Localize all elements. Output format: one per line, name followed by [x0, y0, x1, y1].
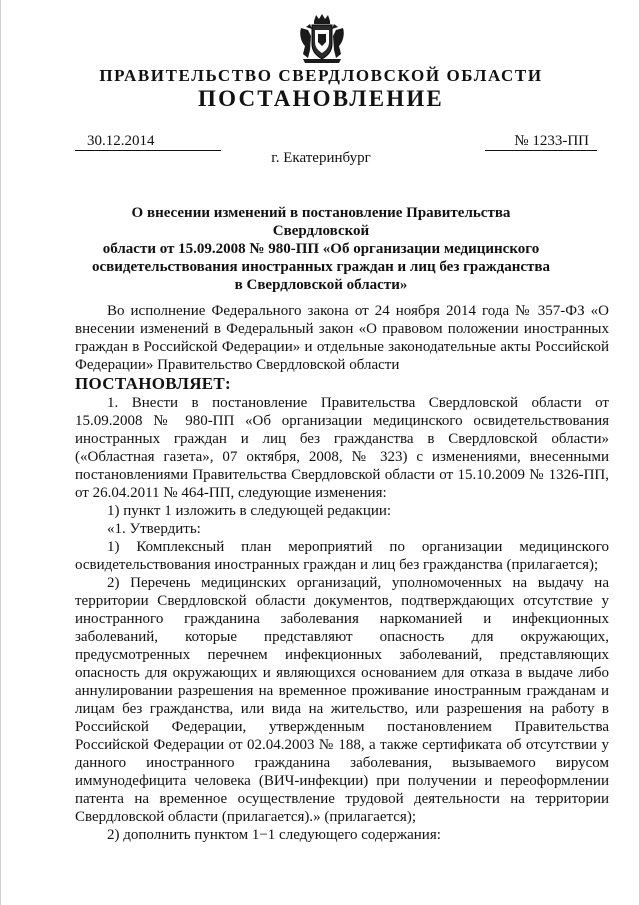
decree-body — [75, 302, 609, 844]
body-paragraph: 1) Комплексный план мероприятий по организации медицинского освидетельствования иностранных граждан и лиц без гражданства (прилагается); — [75, 539, 609, 573]
resolves-heading: ПОСТАНОВЛЯЕТ: — [75, 374, 232, 393]
body-paragraph: «1. Утвердить: — [107, 521, 201, 537]
body-paragraph: 2) Перечень медицинских организаций, уполномоченных на выдачу на территории Свердловской области документов, подтверждающих отсутствие у иностранного гражданина заболевания наркоманией и инфекционных заболеваний, которые представляют опасность для окружающих, предусмотренных перечнем инфекционных заболеваний, представляющих опасность для окружающих и являющихся основанием для отказа в выдаче либо аннулировании разрешения на временное проживание иностранным гражданам и лицам без гражданства, или вида на жительство, или разрешения на работу в Российской Федерации, утвержденным постановлением Правительства Российской Федерации от 02.04.2003 № 188, а также сертификата об отсутствии у данного иностранного гражданина заболевания, вызываемого вирусом иммунодефицита человека (ВИЧ-инфекции) при получении и переоформлении патента на временное осуществление трудовой деятельности на территории Свердловской области (прилагается).» (прилагается); — [75, 575, 609, 825]
body-paragraph: 1. Внести в постановление Правительства Свердловской области от 15.09.2008 № 980-ПП «Об организации медицинского освидетельствования иностранных граждан и лиц без гражданства в Свердловской области» («Областная газета», 07 октября, 2008, № 323) с изменениями, внесенными постановлениями Правительства Свердловской области от 15.10.2009 № 1326-ПП, от 26.04.2011 № 464-ПП, следующие изменения: — [75, 395, 609, 501]
body-paragraph: 2) дополнить пунктом 1−1 следующего содержания: — [107, 827, 441, 843]
title-line: О внесении изменений в постановление Правительства Свердловской — [131, 205, 511, 239]
decree-date: 30.12.2014 — [75, 132, 221, 151]
body-paragraph: 1) пункт 1 изложить в следующей редакции: — [107, 503, 392, 519]
decree-title — [87, 204, 555, 294]
document-type: ПОСТАНОВЛЕНИЕ — [198, 86, 444, 111]
issue-city: г. Екатеринбург — [271, 150, 371, 166]
decree-number: № 1233-ПП — [485, 132, 597, 151]
preamble-paragraph: Во исполнение Федерального закона от 24 ноября 2014 года № 357-ФЗ «О внесении изменений в Федеральный закон «О правовом положении иностранных граждан в Российской Федерации» и отдельные законодательные акты Российской Федерации» Правительство Свердловской области — [75, 303, 609, 373]
title-line: освидетельствования иностранных граждан и лиц без гражданства — [92, 259, 550, 275]
coat-of-arms-emblem-icon — [297, 12, 347, 64]
government-name: ПРАВИТЕЛЬСТВО СВЕРДЛОВСКОЙ ОБЛАСТИ — [99, 66, 543, 85]
title-line: области от 15.09.2008 № 980-ПП «Об организации медицинского — [102, 241, 540, 257]
title-line: в Свердловской области» — [234, 277, 408, 293]
